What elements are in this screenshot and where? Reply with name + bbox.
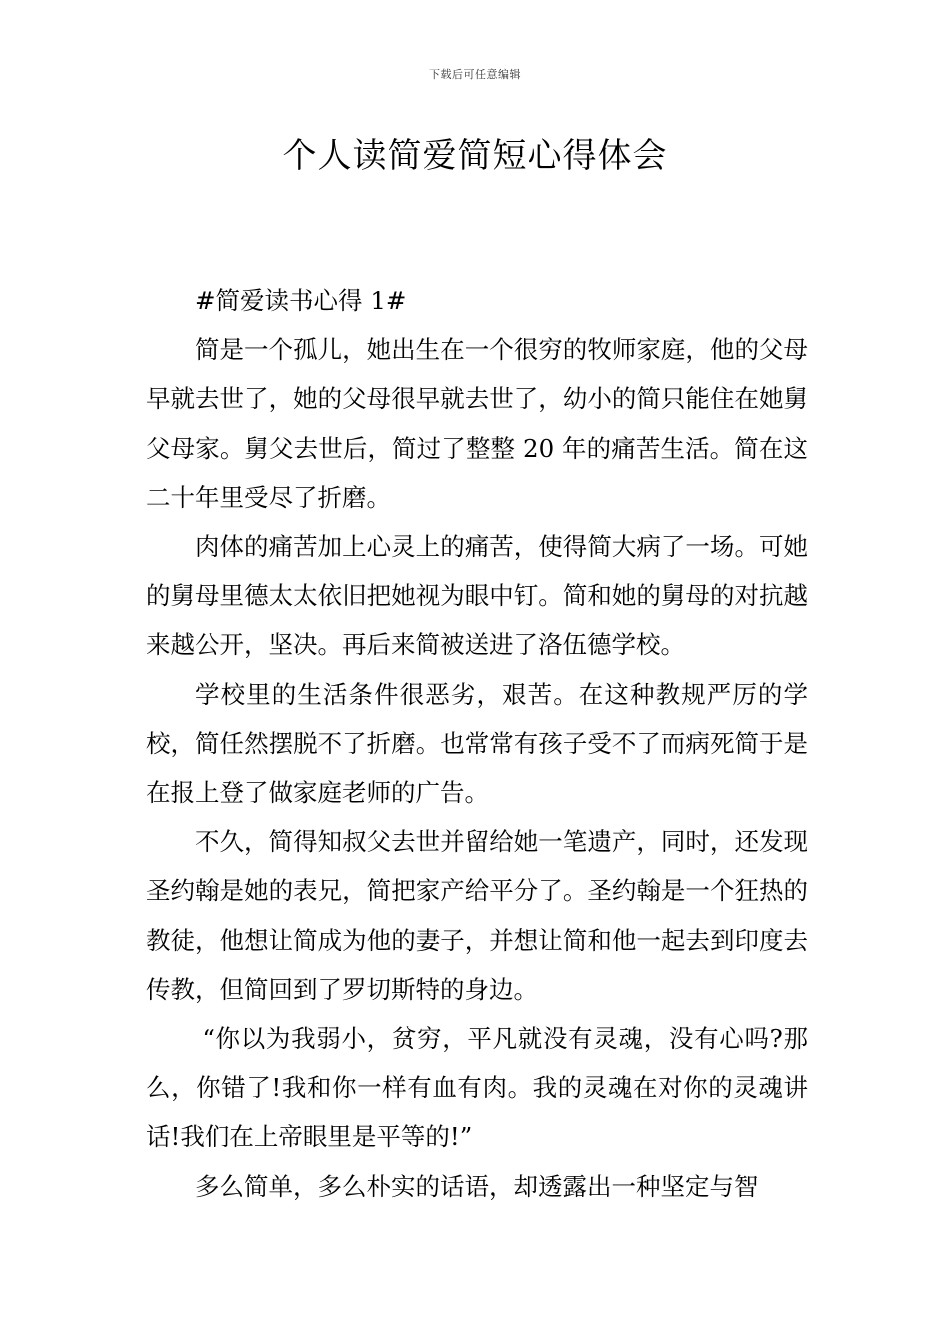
document-title: 个人读简爱简短心得体会 xyxy=(282,136,668,176)
header-note: 下载后可任意编辑 xyxy=(429,68,521,81)
quote-paragraph: “你以为我弱小，贫穷，平凡就没有灵魂，没有心吗?那么，你错了!我和你一样有血有肉。我的灵魂在对你的灵魂讲话!我们在上帝眼里是平等的!” xyxy=(146,1024,808,1152)
paragraph: 简是一个孤儿，她出生在一个很穷的牧师家庭，他的父母早就去世了，她的父母很早就去世了，幼小的简只能住在她舅父母家。舅父去世后，简过了整整 20 年的痛苦生活。简在这二十年里受尽了折磨。 xyxy=(146,335,808,512)
paragraph: 多么简单，多么朴实的话语，却透露出一种坚定与智 xyxy=(195,1171,759,1201)
document-body xyxy=(146,276,808,1211)
paragraph: 学校里的生活条件很恶劣，艰苦。在这种教规严厉的学校，简任然摆脱不了折磨。也常常有孩子受不了而病死简于是在报上登了做家庭老师的广告。 xyxy=(146,679,808,808)
paragraph: 肉体的痛苦加上心灵上的痛苦，使得简大病了一场。可她的舅母里德太太依旧把她视为眼中钉。简和她的舅母的对抗越来越公开，坚决。再后来简被送进了洛伍德学校。 xyxy=(146,532,808,660)
paragraph: 不久，简得知叔父去世并留给她一笔遗产，同时，还发现圣约翰是她的表兄，简把家产给平分了。圣约翰是一个狂热的教徒，他想让简成为他的妻子，并想让简和他一起去到印度去传教，但简回到了罗切斯特的身边。 xyxy=(146,827,808,1004)
section-heading: #简爱读书心得 1# xyxy=(195,286,407,315)
